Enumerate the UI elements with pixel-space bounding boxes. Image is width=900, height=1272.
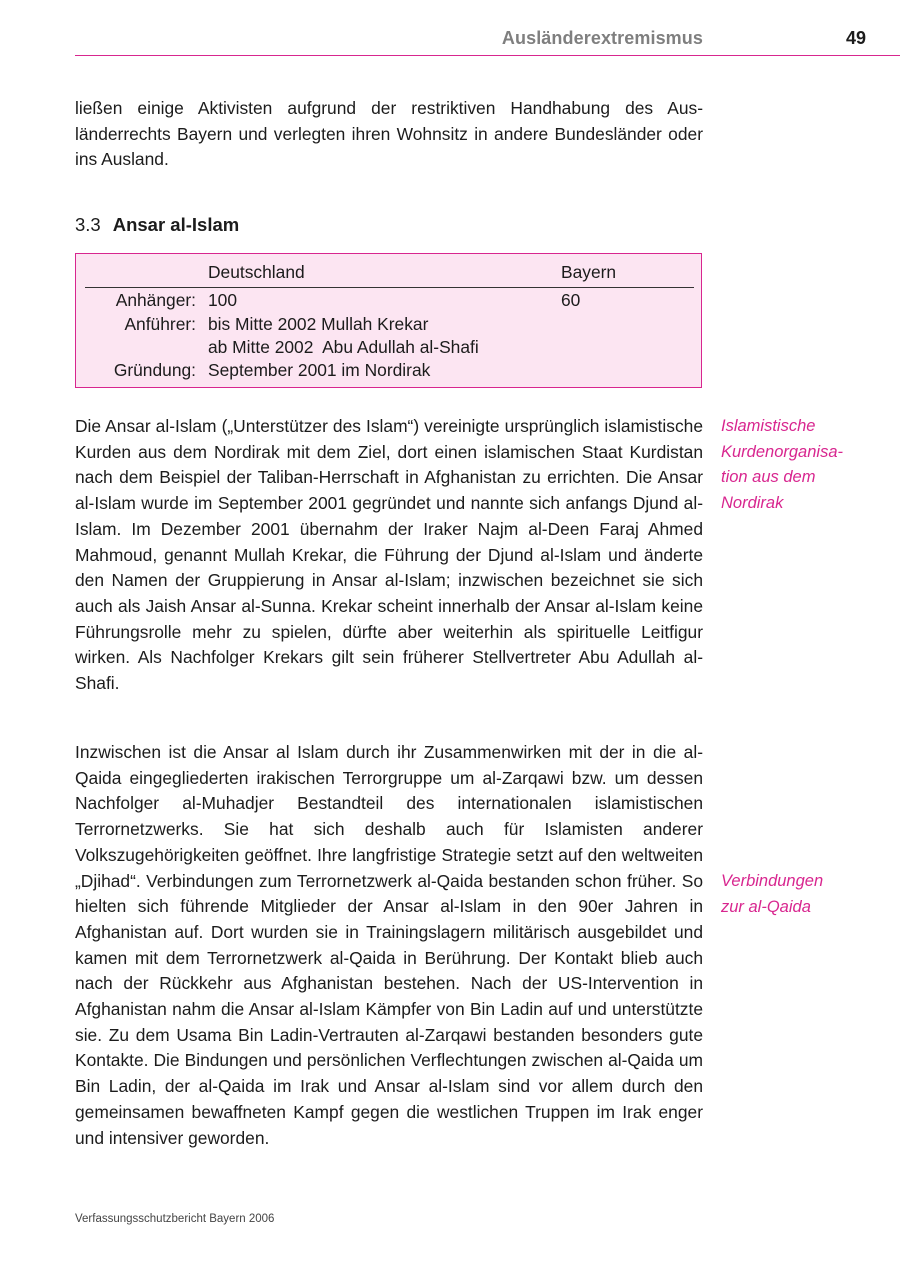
section-heading [75,212,675,238]
label-gruendung: Gründung: [113,360,196,380]
label-anhaenger: Anhänger: [115,290,196,310]
anhaenger-deutschland-value: 100 [208,290,238,310]
fact-box-rule [85,287,694,288]
anfuehrer-line-1: bis Mitte 2002 Mullah Krekar [208,314,429,334]
paragraph-origins: Die Ansar al-Islam („Unterstützer des Islam“) vereinigte ursprünglich islamistische Kurden aus dem Nordirak mit dem Ziel, dort einen islamischen Staat Kurdistan nach dem Beispiel der Taliban-Herrschaft in Afghanistan zu errichten. Die Ansar al-Islam wurde im September 2001 gegründet und nannte sich anfangs Djund al-Islam. Im Dezember 2001 übernahm der Iraker Najm al-Deen Faraj Ahmed Mahmoud, genannt Mullah Krekar, die Führung der Djund al-Islam und änderte den Namen der Gruppierung in Ansar al-Islam; inzwischen bezeichnet sie sich auch als Jaish Ansar al-Sunna. Krekar scheint innerhalb der Ansar al-Islam keine Führungsrolle mehr zu spielen, dürfte aber weiterhin als spirituelle Leitfigur wirken. Als Nachfolger Krekars gilt sein früherer Stellvertreter Abu Adullah al-Shafi. [75,416,703,694]
paragraph-continued: ließen einige Aktivisten aufgrund der restriktiven Handhabung des Ausländerrechts Bayern und verlegten ihren Wohnsitz in andere Bundesländer oder ins Ausland. [75,98,703,170]
label-anfuehrer: Anführer: [124,314,196,334]
margin-note-al-qaida-links: Verbindungen zur al-Qaida [721,872,824,916]
column-header-deutschland: Deutschland [208,262,305,282]
header-rule [75,55,900,56]
gruendung-value: September 2001 im Nordirak [208,360,431,380]
page-footer: Verfassungsschutzbericht Bayern 2006 [75,1213,275,1225]
column-header-bayern: Bayern [561,262,617,282]
paragraph-al-qaida-links: Inzwischen ist die Ansar al Islam durch ihr Zusammenwirken mit der in die al-Qaida eingegliederten irakischen Terrorgruppe um al-Zarqawi bzw. um dessen Nachfolger al-Muhadjer Bestandteil des internationalen islamistischen Terrornetzwerks. Sie hat sich deshalb auch für Islamisten anderer Volkszugehörigkeiten geöffnet. Ihre langfristige Strategie setzt auf den weltweiten „Djihad“. Verbindungen zum Terrornetzwerk al-Qaida bestanden schon früher. So hielten sich führende Mitglieder der Ansar al-Islam in den 90er Jahren in Afghanistan auf. Dort wurden sie in Trainingslagern militärisch ausgebildet und kamen mit dem Terrornetzwerk al-Qaida in Berührung. Der Kontakt blieb auch nach der Rückkehr aus Afghanistan bestehen. Nach der US-Intervention in Afghanistan nahm die Ansar al-Islam Kämpfer von Bin Ladin auf und unterstützte sie. Zu dem Usama Bin Ladin-Vertrauten al-Zarqawi bestanden besonders gute Kontakte. Die Bindungen und persönlichen Verflechtungen zwischen al-Qaida um Bin Ladin, der al-Qaida im Irak und Ansar al-Islam sind vor allem durch den gemeinsamen bewaffneten Kampf gegen die westlichen Truppen im Irak enger und intensiver geworden. [75,742,703,1148]
anfuehrer-line-2: ab Mitte 2002 Abu Adullah al-Shafi [208,337,479,357]
margin-note-kurdish-organisation: Islamistische Kurdenorganisa- tion aus dem Nordirak [721,417,843,513]
section-number: 3.3 [75,214,101,235]
section-title: Ansar al-Islam [112,214,240,235]
running-title: Ausländerextremismus [501,28,703,48]
fact-box [75,253,702,388]
page-number: 49 [845,28,866,48]
anhaenger-bayern-value: 60 [561,290,581,310]
